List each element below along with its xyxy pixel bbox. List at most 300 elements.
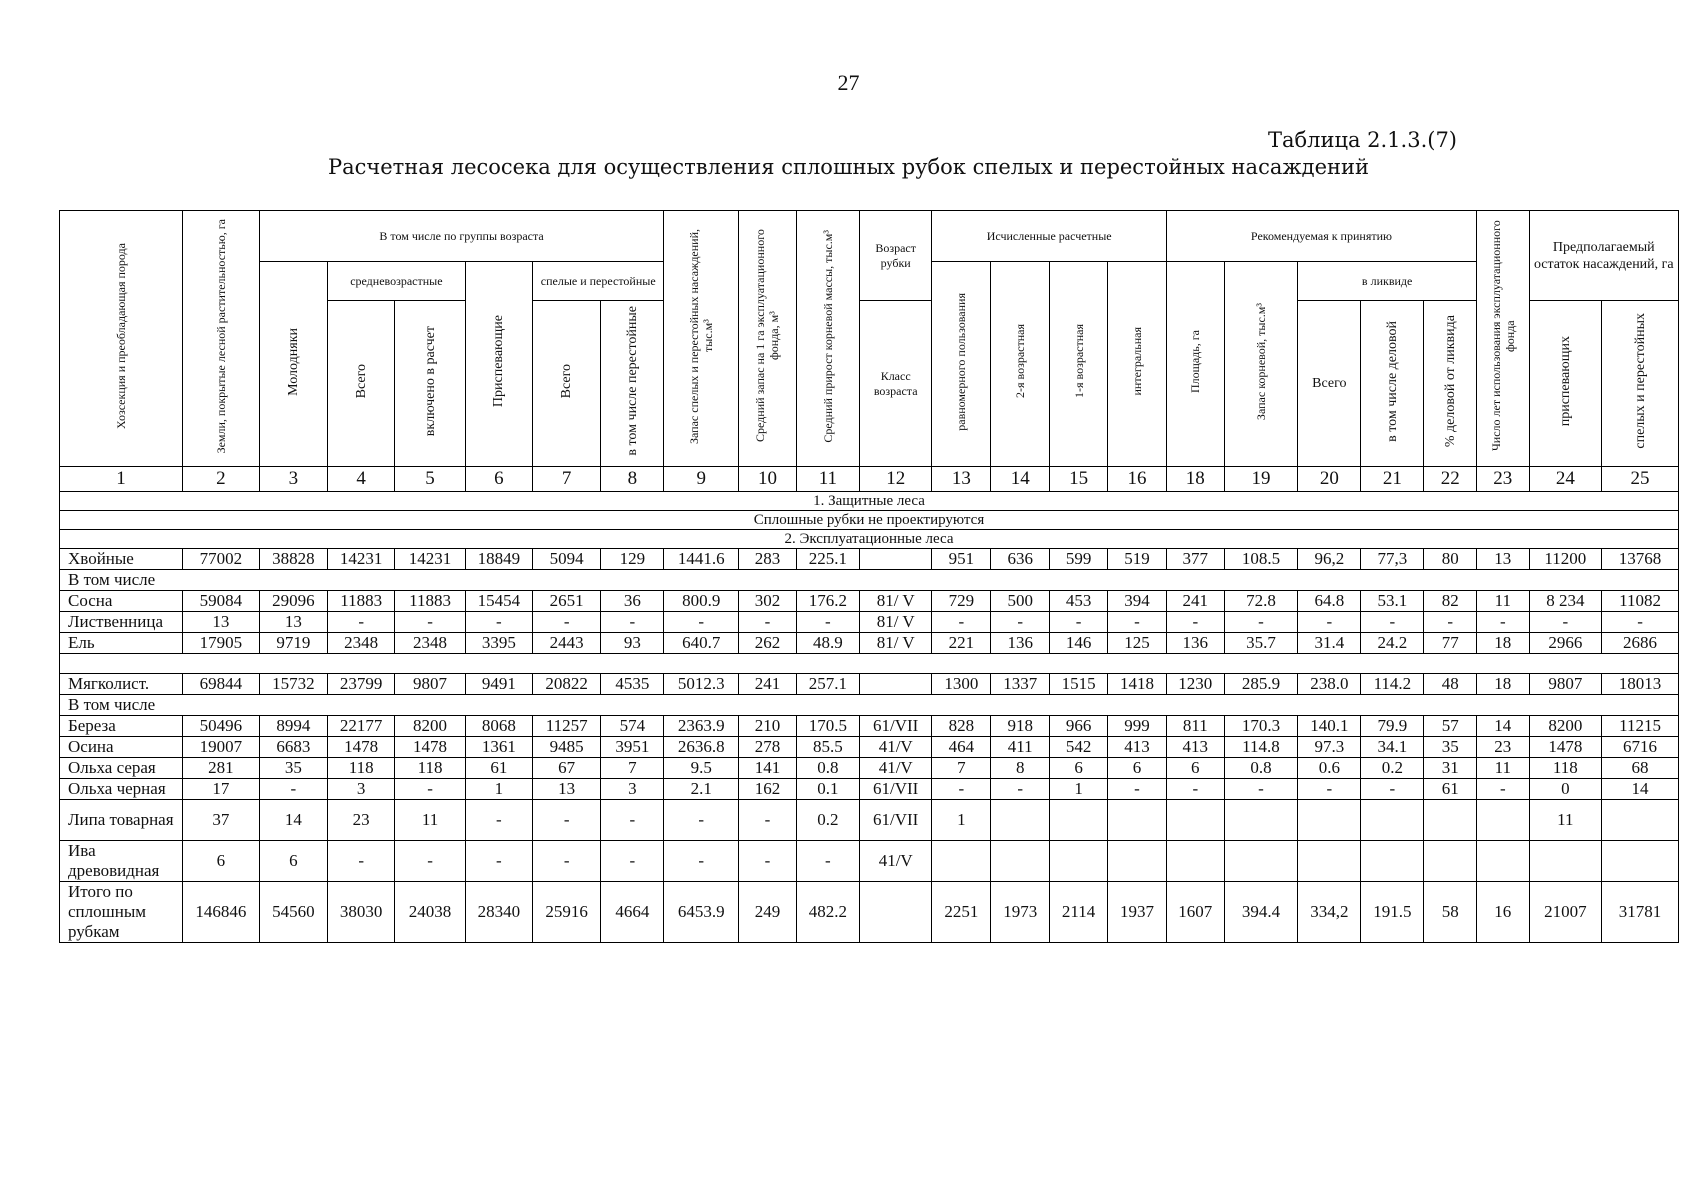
table-cell: 97.3 (1298, 737, 1361, 758)
header-liquid-total: Всего (1298, 301, 1361, 467)
table-cell: 9491 (465, 674, 532, 695)
table-cell: 6453.9 (664, 882, 739, 943)
table-cell: 0.2 (1361, 758, 1424, 779)
table-cell: 2348 (328, 633, 395, 654)
table-cell: 61/VII (859, 716, 932, 737)
table-cell: 13768 (1602, 549, 1679, 570)
table-cell: 8068 (465, 716, 532, 737)
table-cell: - (601, 612, 664, 633)
table-cell: 21 (1361, 467, 1424, 492)
table-cell: 136 (1166, 633, 1224, 654)
table-cell: - (533, 612, 601, 633)
table-cell: 2348 (395, 633, 465, 654)
table-cell: 23799 (328, 674, 395, 695)
table-cell: 729 (932, 591, 991, 612)
table-cell: 11200 (1529, 549, 1602, 570)
table-cell: 2114 (1050, 882, 1108, 943)
table-cell: 67 (533, 758, 601, 779)
table-cell (932, 841, 991, 882)
table-cell: 1441.6 (664, 549, 739, 570)
row-label: Лиственница (60, 612, 183, 633)
row-label: Сосна (60, 591, 183, 612)
header-avg-stock: Средний запас на 1 га эксплуатационного фонда, м³ (739, 211, 797, 467)
table-cell: 2636.8 (664, 737, 739, 758)
table-cell: 61 (1424, 779, 1477, 800)
row-label: Итого по сплошным рубкам (60, 882, 183, 943)
table-cell: 966 (1050, 716, 1108, 737)
table-cell: 54560 (259, 882, 327, 943)
table-cell: 22177 (328, 716, 395, 737)
table-cell: 108.5 (1224, 549, 1298, 570)
table-cell: - (465, 841, 532, 882)
table-cell: 1478 (1529, 737, 1602, 758)
table-cell: - (664, 800, 739, 841)
table-cell: 7 (601, 758, 664, 779)
table-cell: 93 (601, 633, 664, 654)
row-label: Ольха черная (60, 779, 183, 800)
row-label: Береза (60, 716, 183, 737)
table-cell: 29096 (259, 591, 327, 612)
table-cell: 262 (739, 633, 797, 654)
table-cell: 6683 (259, 737, 327, 758)
table-cell: 41/V (859, 737, 932, 758)
table-cell: 24 (1529, 467, 1602, 492)
table-cell: 114.2 (1361, 674, 1424, 695)
header-age-groups: В том числе по группы возраста (259, 211, 664, 262)
table-cell: 14 (1477, 716, 1530, 737)
table-cell: 0 (1529, 779, 1602, 800)
table-cell: 35 (259, 758, 327, 779)
table-cell: 96,2 (1298, 549, 1361, 570)
table-cell: 23 (1477, 467, 1530, 492)
table-cell: 61 (465, 758, 532, 779)
table-cell: - (1529, 612, 1602, 633)
table-cell: 146 (1050, 633, 1108, 654)
table-cell: - (1424, 612, 1477, 633)
table-cell (1361, 800, 1424, 841)
table-cell: - (533, 800, 601, 841)
table-cell: 18849 (465, 549, 532, 570)
table-cell (1166, 800, 1224, 841)
table-cell: 225.1 (796, 549, 859, 570)
table-cell: - (664, 841, 739, 882)
table-cell: - (395, 841, 465, 882)
table-cell: 31.4 (1298, 633, 1361, 654)
table-cell: 11082 (1602, 591, 1679, 612)
table-row (60, 737, 1679, 758)
table-cell: - (328, 612, 395, 633)
table-cell (1477, 800, 1530, 841)
header-cut-age: Возраст рубки (859, 211, 932, 301)
header-forested-land: Земли, покрытые лесной растительностью, га (182, 211, 259, 467)
table-cell: - (533, 841, 601, 882)
table-cell: 162 (739, 779, 797, 800)
table-cell: - (465, 800, 532, 841)
header-middle-aged: средневозрастные (328, 262, 466, 301)
table-cell: 77 (1424, 633, 1477, 654)
table-cell: 951 (932, 549, 991, 570)
table-cell: - (1224, 612, 1298, 633)
table-cell: 0.2 (796, 800, 859, 841)
table-cell (1224, 800, 1298, 841)
table-cell: 394 (1107, 591, 1166, 612)
table-cell: 11 (796, 467, 859, 492)
table-cell: 3 (601, 779, 664, 800)
table-row (60, 612, 1679, 633)
table-cell: 11 (395, 800, 465, 841)
table-cell: 81/ V (859, 633, 932, 654)
table-cell (1424, 841, 1477, 882)
table-row (60, 841, 1679, 882)
row-label: Ель (60, 633, 183, 654)
table-cell: 453 (1050, 591, 1108, 612)
table-cell: 5094 (533, 549, 601, 570)
table-cell: 411 (991, 737, 1050, 758)
table-cell: 15 (1050, 467, 1108, 492)
table-cell (859, 549, 932, 570)
table-cell: 2.1 (664, 779, 739, 800)
table-cell: 16 (1477, 882, 1530, 943)
table-cell: 241 (739, 674, 797, 695)
table-cell: 23 (1477, 737, 1530, 758)
table-cell: - (1166, 612, 1224, 633)
table-cell: 17 (182, 779, 259, 800)
column-number-row (60, 467, 1679, 492)
table-cell (1224, 841, 1298, 882)
table-cell: 35 (1424, 737, 1477, 758)
table-cell: 22 (1424, 467, 1477, 492)
table-cell: 61/VII (859, 779, 932, 800)
table-cell: 1973 (991, 882, 1050, 943)
table-cell: 9 (664, 467, 739, 492)
header-remainder-premature: приспевающих (1529, 301, 1602, 467)
table-cell: 129 (601, 549, 664, 570)
table-cell: 413 (1166, 737, 1224, 758)
table-cell: 2 (182, 467, 259, 492)
table-cell: 221 (932, 633, 991, 654)
table-cell: - (1166, 779, 1224, 800)
table-cell: 2443 (533, 633, 601, 654)
table-cell: 9485 (533, 737, 601, 758)
table-cell: - (1050, 612, 1108, 633)
table-cell: - (664, 612, 739, 633)
table-cell: 59084 (182, 591, 259, 612)
table-cell: 10 (739, 467, 797, 492)
spacer-row (60, 654, 1679, 674)
subgroup-label: В том числе (60, 570, 1679, 591)
table-cell: - (796, 841, 859, 882)
table-cell: 8200 (395, 716, 465, 737)
table-cell: - (1298, 779, 1361, 800)
table-cell: 482.2 (796, 882, 859, 943)
subgroup-label: В том числе (60, 695, 1679, 716)
table-cell: 6 (182, 841, 259, 882)
table-cell: 500 (991, 591, 1050, 612)
table-cell: 77002 (182, 549, 259, 570)
header-calculated: Исчисленные расчетные (932, 211, 1166, 262)
table-cell: 14 (259, 800, 327, 841)
table-cell: 12 (859, 467, 932, 492)
table-cell: 79.9 (1361, 716, 1424, 737)
table-cell: 3395 (465, 633, 532, 654)
table-cell (1050, 800, 1108, 841)
table-cell: 6 (259, 841, 327, 882)
table-cell: 18 (1477, 633, 1530, 654)
table-cell: 278 (739, 737, 797, 758)
table-cell: 61/VII (859, 800, 932, 841)
header-years-of-use: Число лет использования эксплуатационного фонда (1477, 211, 1530, 467)
table-cell (1529, 841, 1602, 882)
table-cell: 8 234 (1529, 591, 1602, 612)
table-cell: 118 (1529, 758, 1602, 779)
table-cell: 8200 (1529, 716, 1602, 737)
table-cell: - (1107, 612, 1166, 633)
table-cell: 1 (465, 779, 532, 800)
table-cell: 3 (328, 779, 395, 800)
table-cell (1298, 800, 1361, 841)
table-cell: 11 (1477, 591, 1530, 612)
table-cell: 18 (1166, 467, 1224, 492)
table-cell: 999 (1107, 716, 1166, 737)
table-cell: 37 (182, 800, 259, 841)
table-cell: 13 (259, 612, 327, 633)
table-cell: 36 (601, 591, 664, 612)
table-cell: 8 (601, 467, 664, 492)
table-cell: 11 (1529, 800, 1602, 841)
table-cell: 285.9 (1224, 674, 1298, 695)
table-cell: 6 (465, 467, 532, 492)
table-cell (1107, 800, 1166, 841)
table-row (60, 549, 1679, 570)
table-cell: 334,2 (1298, 882, 1361, 943)
table-cell: 14231 (328, 549, 395, 570)
table-cell: - (991, 612, 1050, 633)
table-cell: - (1224, 779, 1298, 800)
table-cell: 5 (395, 467, 465, 492)
row-label: Осина (60, 737, 183, 758)
header-mature-total: Всего (533, 301, 601, 467)
table-cell: 0.6 (1298, 758, 1361, 779)
table-cell: - (739, 612, 797, 633)
table-cell (991, 800, 1050, 841)
table-cell: 114.8 (1224, 737, 1298, 758)
table-cell: 6716 (1602, 737, 1679, 758)
table-cell: - (932, 612, 991, 633)
table-row (60, 800, 1679, 841)
table-cell: 31781 (1602, 882, 1679, 943)
table-cell: 3951 (601, 737, 664, 758)
header-premature: Приспевающие (465, 262, 532, 467)
table-cell: 146846 (182, 882, 259, 943)
header-mature-overmature: спелые и перестойные (533, 262, 664, 301)
table-row (60, 633, 1679, 654)
table-cell: - (601, 800, 664, 841)
header-recommended: Рекомендуемая к принятию (1166, 211, 1476, 262)
header-section-species: Хозсекция и преобладающая порода (60, 211, 183, 467)
row-label: Ольха серая (60, 758, 183, 779)
table-cell: 50496 (182, 716, 259, 737)
table-cell: 68 (1602, 758, 1679, 779)
table-cell: 136 (991, 633, 1050, 654)
row-label: Мягколист. (60, 674, 183, 695)
table-cell: 17905 (182, 633, 259, 654)
table-cell: 2966 (1529, 633, 1602, 654)
section-note: Сплошные рубки не проектируются (60, 511, 1679, 530)
header-middle-included: включено в расчет (395, 301, 465, 467)
header-root-stock: Запас корневой, тыс.м³ (1224, 262, 1298, 467)
table-cell: 31 (1424, 758, 1477, 779)
table-cell: 257.1 (796, 674, 859, 695)
table-cell: 1230 (1166, 674, 1224, 695)
table-cell: 8994 (259, 716, 327, 737)
table-cell: 38030 (328, 882, 395, 943)
table-cell: 238.0 (1298, 674, 1361, 695)
table-cell: 519 (1107, 549, 1166, 570)
table-cell: 85.5 (796, 737, 859, 758)
table-cell: 41/V (859, 841, 932, 882)
table-cell: - (739, 841, 797, 882)
table-cell: 377 (1166, 549, 1224, 570)
table-cell: 118 (395, 758, 465, 779)
table-cell: 2251 (932, 882, 991, 943)
table-cell: 35.7 (1224, 633, 1298, 654)
table-cell: 25916 (533, 882, 601, 943)
table-cell: 1418 (1107, 674, 1166, 695)
page-number: 27 (837, 70, 860, 95)
table-cell: 2651 (533, 591, 601, 612)
table-cell: - (601, 841, 664, 882)
table-cell: 1515 (1050, 674, 1108, 695)
table-row (60, 674, 1679, 695)
table-cell: 811 (1166, 716, 1224, 737)
table-cell: 23 (328, 800, 395, 841)
table-cell: - (259, 779, 327, 800)
table-cell: 1937 (1107, 882, 1166, 943)
table-row-total (60, 882, 1679, 943)
table-cell: - (796, 612, 859, 633)
table-cell: 3 (259, 467, 327, 492)
table-cell: - (991, 779, 1050, 800)
table-cell: - (395, 779, 465, 800)
table-row (60, 758, 1679, 779)
section-exploitation: 2. Эксплуатационные леса (60, 530, 1679, 549)
table-cell: 636 (991, 549, 1050, 570)
table-cell: 800.9 (664, 591, 739, 612)
table-cell: 828 (932, 716, 991, 737)
table-cell: 81/ V (859, 612, 932, 633)
table-cell: 574 (601, 716, 664, 737)
table-cell: 6 (1166, 758, 1224, 779)
table-row (60, 716, 1679, 737)
table-cell: - (395, 612, 465, 633)
table-cell: 34.1 (1361, 737, 1424, 758)
row-label: Липа товарная (60, 800, 183, 841)
table-cell: 140.1 (1298, 716, 1361, 737)
header-business: в том числе деловой (1361, 301, 1424, 467)
row-label: Хвойные (60, 549, 183, 570)
table-cell: - (1477, 779, 1530, 800)
table-cell: 464 (932, 737, 991, 758)
table-cell: 4 (328, 467, 395, 492)
table-cell: 24.2 (1361, 633, 1424, 654)
table-cell: 4535 (601, 674, 664, 695)
table-cell: 28340 (465, 882, 532, 943)
table-cell (1166, 841, 1224, 882)
table-cell: 38828 (259, 549, 327, 570)
table-cell: 11257 (533, 716, 601, 737)
table-cell: 6 (1050, 758, 1108, 779)
table-cell: 13 (182, 612, 259, 633)
table-cell: 11 (1477, 758, 1530, 779)
table-cell: 19007 (182, 737, 259, 758)
header-first-age: 1-я возрастная (1050, 262, 1108, 467)
table-cell: 1 (932, 800, 991, 841)
table-cell: 58 (1424, 882, 1477, 943)
table-cell (859, 882, 932, 943)
table-cell: 8 (991, 758, 1050, 779)
table-cell: 20 (1298, 467, 1361, 492)
table-cell: 283 (739, 549, 797, 570)
table-cell: 72.8 (1224, 591, 1298, 612)
table-cell: 16 (1107, 467, 1166, 492)
table-cell: 2686 (1602, 633, 1679, 654)
table-cell: 640.7 (664, 633, 739, 654)
table-cell: 9807 (395, 674, 465, 695)
table-cell: 48 (1424, 674, 1477, 695)
table-cell: 118 (328, 758, 395, 779)
header-business-percent: % деловой от ликвида (1424, 301, 1477, 467)
table-cell: 13 (932, 467, 991, 492)
table-cell: 5012.3 (664, 674, 739, 695)
table-cell (1602, 800, 1679, 841)
table-cell: 4664 (601, 882, 664, 943)
table-cell: 41/V (859, 758, 932, 779)
table-cell: 82 (1424, 591, 1477, 612)
table-cell: - (1361, 612, 1424, 633)
table-cell: 18 (1477, 674, 1530, 695)
header-second-age: 2-я возрастная (991, 262, 1050, 467)
header-avg-growth: Средний прирост корневой массы, тыс.м³ (796, 211, 859, 467)
table-cell: - (1602, 612, 1679, 633)
table-cell: - (1477, 612, 1530, 633)
table-cell: 7 (533, 467, 601, 492)
table-cell: 6 (1107, 758, 1166, 779)
table-cell: 302 (739, 591, 797, 612)
table-cell: 11883 (395, 591, 465, 612)
header-middle-total: Всего (328, 301, 395, 467)
table-cell: 1478 (328, 737, 395, 758)
table-cell: 0.1 (796, 779, 859, 800)
table-cell: 9719 (259, 633, 327, 654)
table-cell: 1361 (465, 737, 532, 758)
table-cell: 1607 (1166, 882, 1224, 943)
table-cell (1477, 841, 1530, 882)
table-cell: 15454 (465, 591, 532, 612)
header-remainder-mature: спелых и перестойных (1602, 301, 1679, 467)
table-cell: 281 (182, 758, 259, 779)
table-cell: - (465, 612, 532, 633)
cutting-area-table (59, 210, 1679, 943)
table-cell: - (1107, 779, 1166, 800)
table-cell: - (932, 779, 991, 800)
table-cell: 9.5 (664, 758, 739, 779)
table-row (60, 779, 1679, 800)
table-cell: 918 (991, 716, 1050, 737)
table-cell: 170.5 (796, 716, 859, 737)
table-cell: 210 (739, 716, 797, 737)
table-cell (859, 674, 932, 695)
table-cell: 413 (1107, 737, 1166, 758)
